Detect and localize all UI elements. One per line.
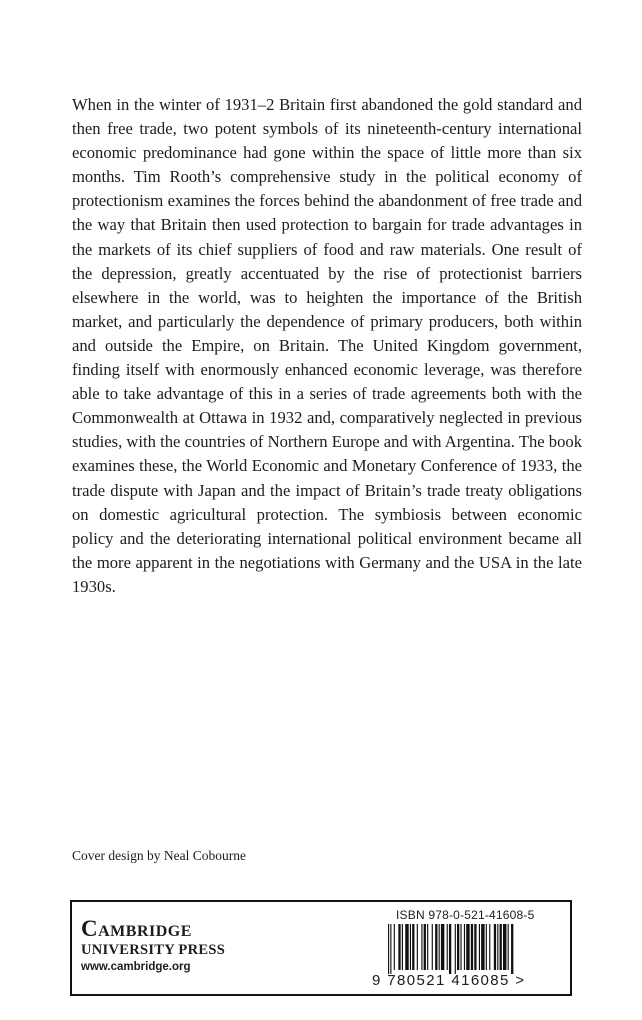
isbn-barcode-area bbox=[372, 908, 562, 990]
barcode-icon bbox=[386, 924, 550, 974]
cover-design-credit: Cover design by Neal Cobourne bbox=[72, 848, 246, 863]
barcode-digits: 9 780521 416085 > bbox=[372, 972, 526, 989]
publisher-name: Cambridge bbox=[81, 916, 192, 941]
publisher-footer-box bbox=[70, 900, 572, 996]
back-cover-blurb: When in the winter of 1931–2 Britain first abandoned the gold standard and then free trade, two potent symbols of its nineteenth-century international economic predominance had gone within the space of little more than six months. Tim Rooth’s comprehensive study in the political economy of protectionism examines the forces behind the abandonment of free trade and the way that Britain then used protection to bargain for trade advantages in the markets of its chief suppliers of food and raw materials. One result of the depression, greatly accentuated by the rise of protectionist barriers elsewhere in the world, was to heighten the importance of the British market, and particularly the dependence of primary producers, both within and outside the Empire, on Britain. The United Kingdom government, finding itself with enormously enhanced economic leverage, was therefore able to take advantage of this in a series of trade agreements both with the Commonwealth at Ottawa in 1932 and, comparatively neglected in previous studies, with the countries of Northern Europe and with Argentina. The book examines these, the World Economic and Monetary Conference of 1933, the trade dispute with Japan and the impact of Britain’s trade treaty obligations on domestic agricultural protection. The symbiosis between economic policy and the deteriorating international political environment became all the more apparent in the negotiations with Germany and the USA in the late 1930s. bbox=[72, 95, 582, 596]
publisher-subtitle: UNIVERSITY PRESS bbox=[81, 942, 226, 958]
isbn-label: ISBN 978-0-521-41608-5 bbox=[396, 908, 535, 922]
publisher-block bbox=[81, 916, 225, 975]
publisher-url: www.cambridge.org bbox=[81, 961, 191, 973]
